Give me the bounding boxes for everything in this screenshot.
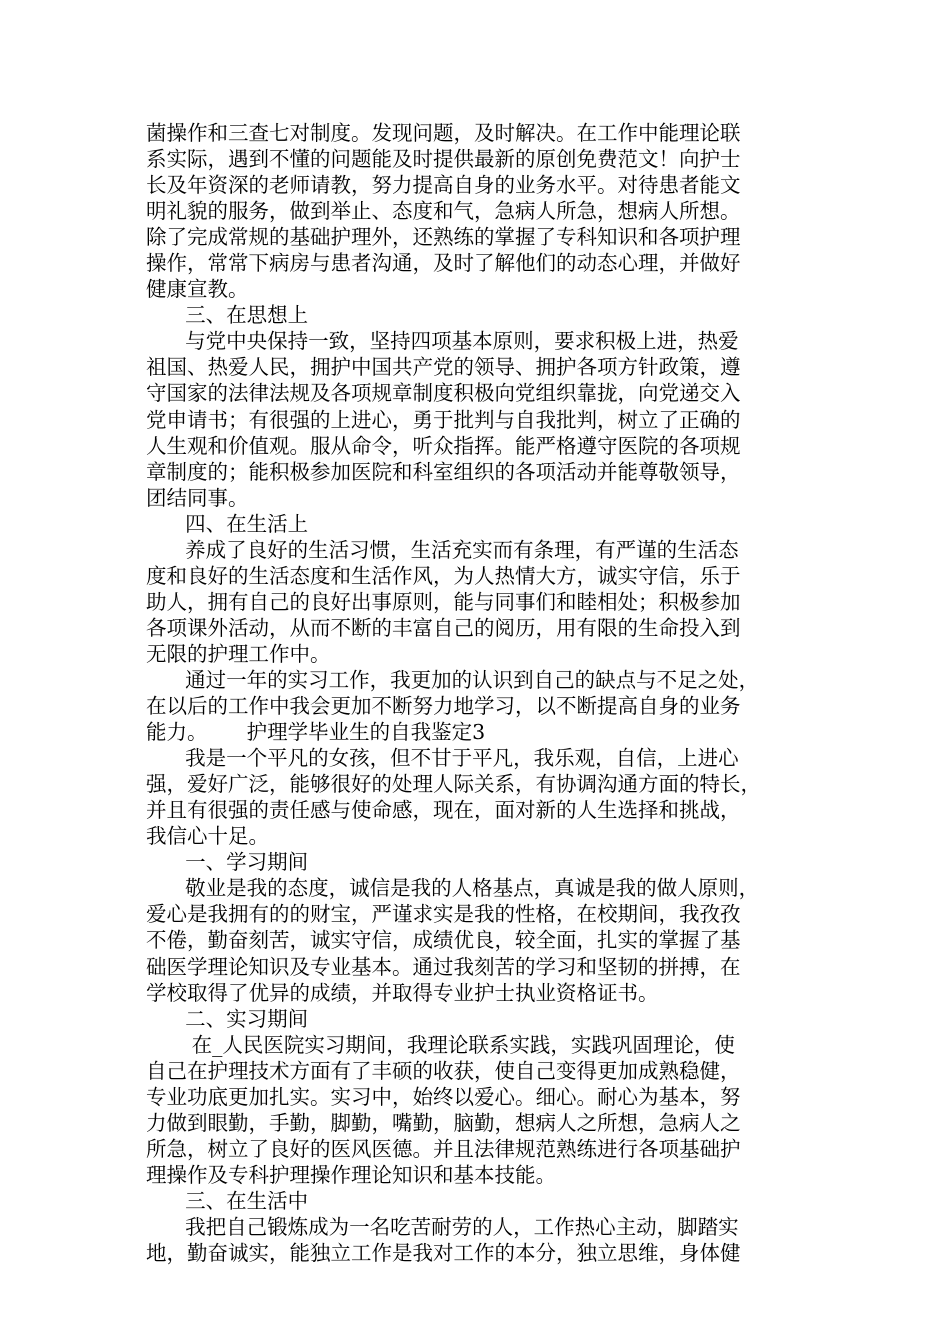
text-line: 二、实习期间	[146, 1006, 309, 1031]
text-line: 不倦，勤奋刻苦，诚实守信，成绩优良，较全面，扎实的掌握了基	[146, 928, 741, 953]
text-line: 四、在生活上	[146, 511, 309, 536]
text-line: 我是一个平凡的女孩，但不甘于平凡，我乐观，自信，上进心	[146, 746, 739, 771]
text-line: 度和良好的生活态度和生活作风，为人热情大方，诚实守信，乐于	[146, 563, 741, 588]
text-line: 学校取得了优异的成绩，并取得专业护士执业资格证书。	[146, 980, 659, 1005]
text-line: 专业功底更加扎实。实习中，始终以爱心。细心。耐心为基本，努	[146, 1084, 741, 1109]
text-line: 除了完成常规的基础护理外，还熟练的掌握了专科知识和各项护理	[146, 225, 741, 250]
text-line: 我信心十足。	[146, 824, 269, 849]
text-line: 一、学习期间	[146, 850, 309, 875]
text-line: 所急，树立了良好的医风医德。并且法律规范熟练进行各项基础护	[146, 1136, 741, 1161]
text-line: 养成了良好的生活习惯，生活充实而有条理，有严谨的生活态	[146, 537, 739, 562]
text-line: 守国家的法律法规及各项规章制度积极向党组织靠拢，向党递交入	[146, 381, 741, 406]
text-line: 三、在生活中	[146, 1188, 309, 1213]
document-body	[146, 120, 836, 1266]
text-line: 团结同事。	[146, 485, 249, 510]
text-line: 爱心是我拥有的的财宝，严谨求实是我的性格，在校期间，我孜孜	[146, 902, 741, 927]
text-line: 理操作及专科护理操作理论知识和基本技能。	[146, 1162, 556, 1187]
text-line: 强，爱好广泛，能够很好的处理人际关系，有协调沟通方面的特长，	[146, 772, 761, 797]
text-line: 自己在护理技术方面有了丰硕的收获，使自己变得更加成熟稳健，	[146, 1058, 741, 1083]
text-line: 与党中央保持一致，坚持四项基本原则，要求积极上进，热爱	[146, 329, 739, 354]
text-line: 长及年资深的老师请教，努力提高自身的业务水平。对待患者能文	[146, 173, 741, 198]
text-line: 健康宣教。	[146, 277, 249, 302]
text-line: 力做到眼勤，手勤，脚勤，嘴勤，脑勤，想病人之所想，急病人之	[146, 1110, 741, 1135]
text-line: 础医学理论知识及专业基本。通过我刻苦的学习和坚韧的拼搏，在	[146, 954, 741, 979]
text-line: 无限的护理工作中。	[146, 641, 331, 666]
text-line: 通过一年的实习工作，我更加的认识到自己的缺点与不足之处，	[146, 667, 760, 692]
text-line: 人生观和价值观。服从命令，听众指挥。能严格遵守医院的各项规	[146, 433, 741, 458]
text-line: 祖国、热爱人民，拥护中国共产党的领导、拥护各项方针政策，遵	[146, 355, 741, 380]
text-line: 地，勤奋诚实，能独立工作是我对工作的本分，独立思维，身体健	[146, 1241, 741, 1266]
text-line: 并且有很强的责任感与使命感，现在，面对新的人生选择和挑战，	[146, 798, 741, 823]
text-line: 章制度的；能积极参加医院和科室组织的各项活动并能尊敬领导，	[146, 459, 741, 484]
text-line: 各项课外活动，从而不断的丰富自己的阅历，用有限的生命投入到	[146, 615, 741, 640]
text-line: 在_人民医院实习期间，我理论联系实践，实践巩固理论，使	[146, 1032, 735, 1057]
text-line: 明礼貌的服务，做到举止、态度和气，急病人所急，想病人所想。	[146, 199, 741, 224]
text-line: 操作，常常下病房与患者沟通，及时了解他们的动态心理，并做好	[146, 251, 741, 276]
text-line: 能力。 护理学毕业生的自我鉴定3	[146, 720, 486, 745]
text-line: 在以后的工作中我会更加不断努力地学习，以不断提高自身的业务	[146, 694, 741, 719]
text-line: 三、在思想上	[146, 303, 309, 328]
text-line: 菌操作和三查七对制度。发现问题，及时解决。在工作中能理论联	[146, 121, 741, 145]
text-line: 敬业是我的态度，诚信是我的人格基点，真诚是我的做人原则，	[146, 876, 760, 901]
text-line: 我把自己锻炼成为一名吃苦耐劳的人，工作热心主动，脚踏实	[146, 1214, 739, 1239]
text-line: 助人，拥有自己的良好出事原则，能与同事们和睦相处；积极参加	[146, 589, 741, 614]
text-line: 党申请书；有很强的上进心，勇于批判与自我批判，树立了正确的	[146, 407, 741, 432]
text-line: 系实际，遇到不懂的问题能及时提供最新的原创免费范文！向护士	[146, 147, 741, 172]
